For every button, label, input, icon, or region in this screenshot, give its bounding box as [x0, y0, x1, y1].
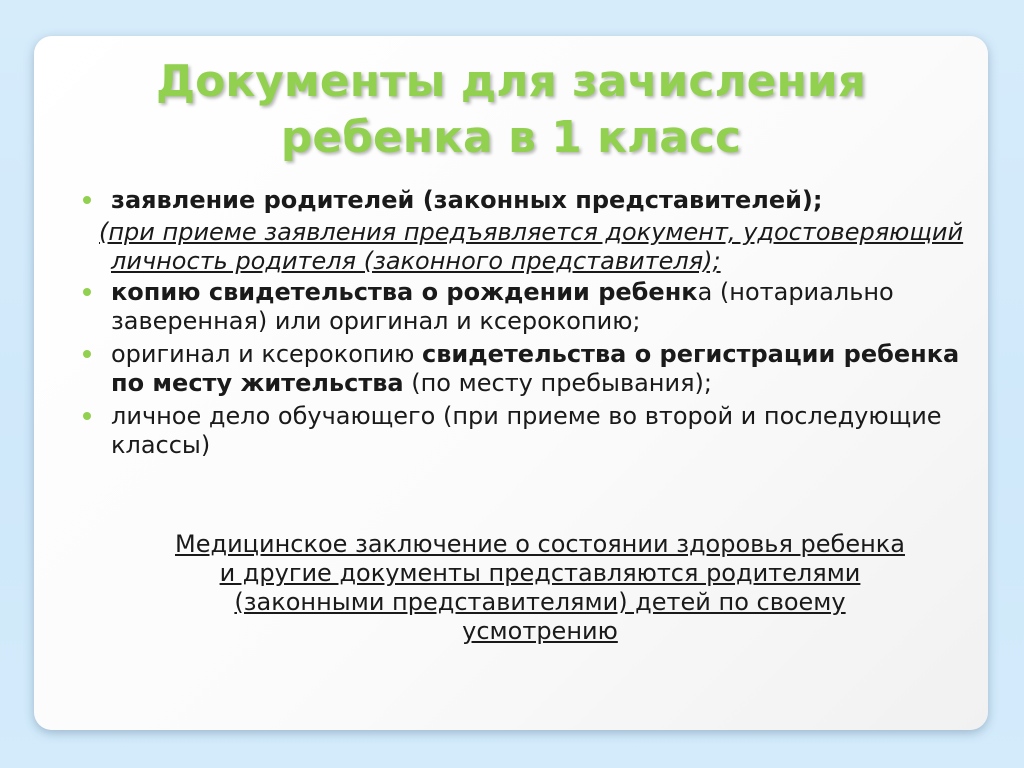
- item-text: личное дело обучающего (при приеме во второй и последующие классы): [111, 402, 942, 459]
- list-item-application: [80, 186, 980, 215]
- title-line-1: Документы для зачисления: [155, 56, 867, 107]
- item-text-bold: заявление родителей (законных представителей);: [111, 186, 823, 214]
- bullet-icon: [83, 196, 91, 204]
- slide-title: [34, 54, 988, 166]
- item-note: (при приеме заявления предъявляется документ, удостоверяющий личность родителя (законного представителя);: [99, 218, 964, 275]
- medical-note: [110, 530, 970, 646]
- item-text: а (нотариально заверенная) или оригинал и ксерокопию;: [111, 278, 894, 335]
- footer-line-2: и другие документы представляются родителями: [219, 559, 861, 587]
- item-text-bold: копию свидетельства о рождении ребенк: [111, 278, 698, 306]
- document-list: [80, 186, 980, 460]
- bullet-icon: [83, 350, 91, 358]
- item-text: оригинал и ксерокопию: [111, 340, 422, 368]
- footer-line-3: (законными представителями) детей по своему: [234, 588, 846, 616]
- list-item-personal-file: [80, 402, 980, 460]
- footer-line-1: Медицинское заключение о состоянии здоровья ребенка: [175, 530, 905, 558]
- item-text-bold: свидетельства о регистрации ребенка по месту жительства: [111, 340, 960, 397]
- bullet-icon: [83, 288, 91, 296]
- list-item-registration: [80, 340, 980, 398]
- title-line-2: ребенка в 1 класс: [280, 112, 742, 163]
- list-item-birth-certificate: [80, 278, 980, 336]
- item-text: (по месту пребывания);: [403, 369, 712, 397]
- bullet-icon: [83, 412, 91, 420]
- footer-line-4: усмотрению: [462, 617, 618, 645]
